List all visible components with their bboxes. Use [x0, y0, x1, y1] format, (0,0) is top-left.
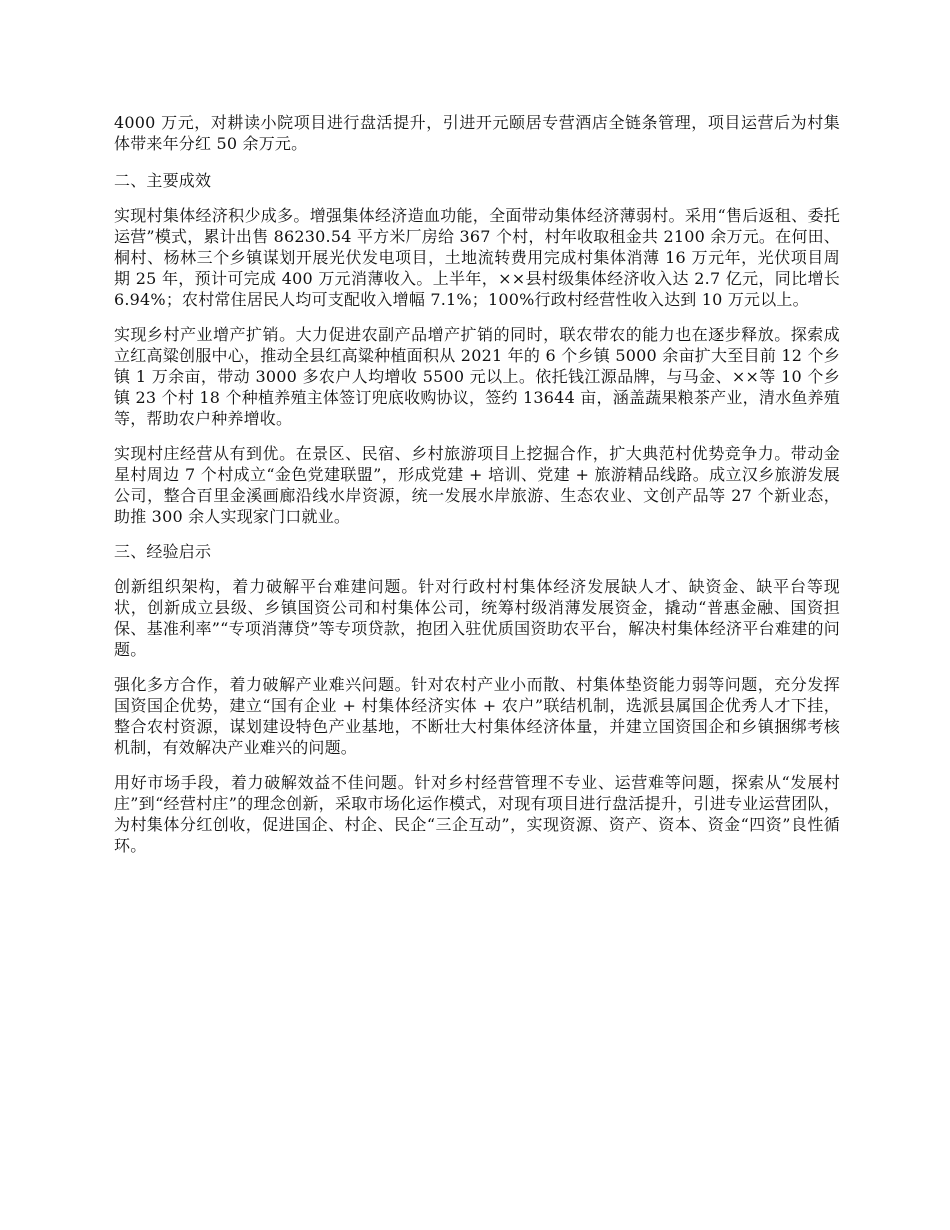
- paragraph-cooperation: 强化多方合作，着力破解产业难兴问题。针对农村产业小而散、村集体垫资能力弱等问题，充分发挥国资国企优势，建立“国有企业 + 村集体经济实体 + 农户”联结机制，选派县属国企优秀人才下挂，整合农村资源，谋划建设特色产业基地，不断壮大村集体经济体量，并建立国资国企和乡镇捆绑考核机制，有效解决产业难兴的问题。: [114, 675, 840, 757]
- document-page: [114, 112, 840, 870]
- paragraph-village-operation: 实现村庄经营从有到优。在景区、民宿、乡村旅游项目上挖掘合作，扩大典范村优势竞争力。带动金星村周边 7 个村成立“金色党建联盟”，形成党建 + 培训、党建 + 旅游精品线路。成立汉乡旅游发展公司，整合百里金溪画廊沿线水岸资源，统一发展水岸旅游、生态农业、文创产品等 27 个新业态，助推 300 余人实现家门口就业。: [114, 444, 840, 526]
- intro-paragraph: 4000 万元，对耕读小院项目进行盘活提升，引进开元颐居专营酒店全链条管理，项目运营后为村集体带来年分红 50 余万元。: [114, 113, 840, 153]
- section-heading-achievements: 二、主要成效: [114, 171, 212, 190]
- paragraph-industry-growth: 实现乡村产业增产扩销。大力促进农副产品增产扩销的同时，联农带农的能力也在逐步释放。探索成立红高粱创服中心，推动全县红高粱种植面积从 2021 年的 6 个乡镇 5000 余亩扩大至目前 12 个乡镇 1 万余亩，带动 3000 多农户人均增收 5500 元以上。依托钱江源品牌，与马金、××等 10 个乡镇 23 个村 18 个种植养殖主体签订兜底收购协议，签约 13644 亩，涵盖蔬果粮茶产业，清水鱼养殖等，帮助农户种养增收。: [114, 325, 840, 428]
- paragraph-market: 用好市场手段，着力破解效益不佳问题。针对乡村经营管理不专业、运营难等问题，探索从“发展村庄”到“经营村庄”的理念创新，采取市场化运作模式，对现有项目进行盘活提升，引进专业运营团队，为村集体分红创收，促进国企、村企、民企“三企互动”，实现资源、资产、资本、资金“四资”良性循环。: [114, 773, 840, 855]
- paragraph-organization: 创新组织架构，着力破解平台难建问题。针对行政村村集体经济发展缺人才、缺资金、缺平台等现状，创新成立县级、乡镇国资公司和村集体公司，统筹村级消薄发展资金，撬动“普惠金融、国资担保、基准利率”“专项消薄贷”等专项贷款，抱团入驻优质国资助农平台，解决村集体经济平台难建的问题。: [114, 577, 840, 659]
- section-heading-lessons: 三、经验启示: [114, 542, 212, 561]
- paragraph-collective-economy: 实现村集体经济积少成多。增强集体经济造血功能，全面带动集体经济薄弱村。采用“售后返租、委托运营”模式，累计出售 86230.54 平方米厂房给 367 个村，村年收取租金共 2100 余万元。在何田、桐村、杨林三个乡镇谋划开展光伏发电项目，土地流转费用完成村集体消薄 16 万元年，光伏项目周期 25 年，预计可完成 400 万元消薄收入。上半年，××县村级集体经济收入达 2.7 亿元，同比增长 6.94%；农村常住居民人均可支配收入增幅 7.1%；100%行政村经营性收入达到 10 万元以上。: [114, 206, 840, 309]
